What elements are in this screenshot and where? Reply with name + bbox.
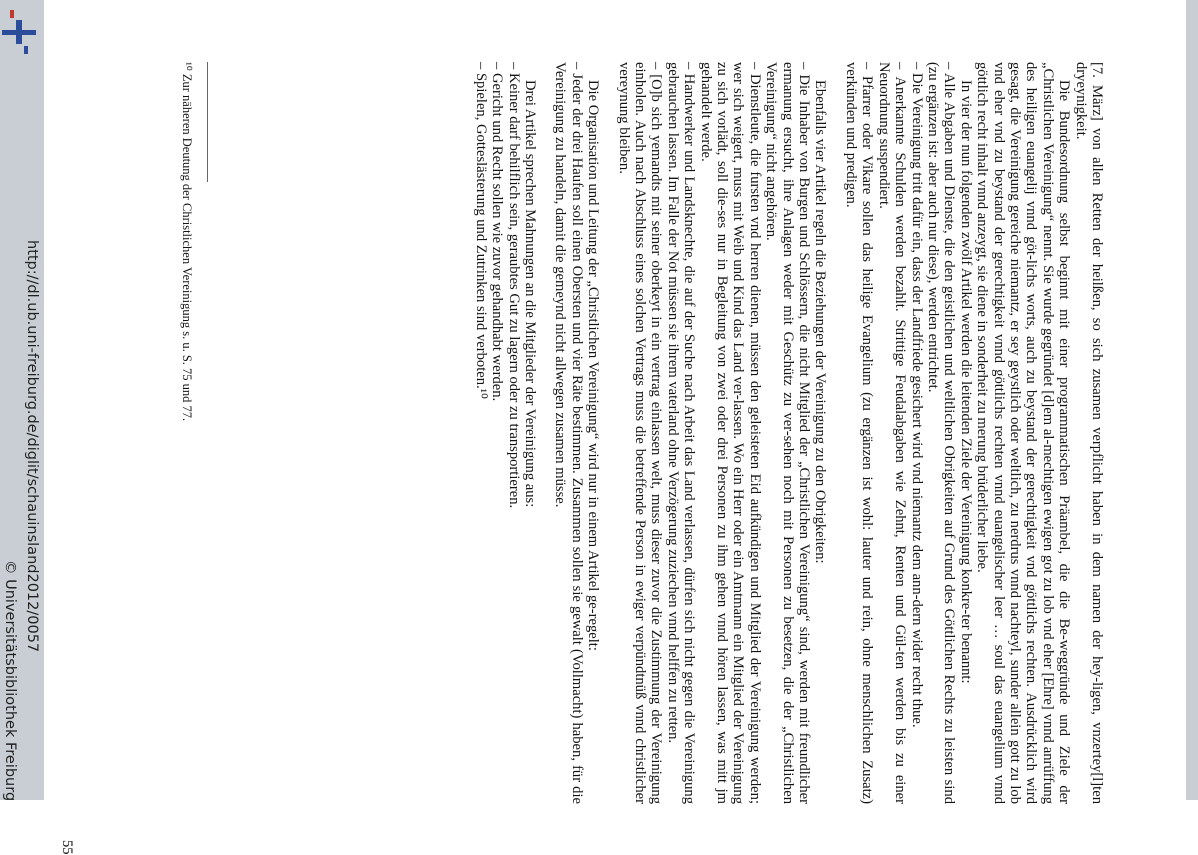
library-logo-icon [2, 10, 36, 54]
list-item: – Jeder der drei Haufen soll einen Obersten und vier Räte bestimmen. Zusammen sollen sie gewalt (Vollmacht) haben, für die Vereinigung zu handeln, damit die gemeynd nicht allwegen zusamen müsse. [552, 62, 585, 804]
list-item: – Handwerker und Landsknechte, die auf der Suche nach Arbeit das Land verlassen, dürfen sich nicht gegen die Vereinigung gebrauchen lassen. Im Falle der Not müssen sie ihrem vaterland ohne Verzögerung zuziechen vnnd helffen zu retten. [664, 62, 698, 804]
list-item: – Dienstleute, die fursten vnd herren dienen, müssen den geleisteten Eid aufkündigen und Mitglied der Vereinigung werden; wer sich weigert, muss mit Weib und Kind das Land ver-lassen. Wo ein Herr oder ein Amtmann ein Mitglied der Vereinigung zu sich vorlädt, soll die-ses nur in Begleitung von zwei oder drei Personen zu ihm gehen vnnd hören lassen, was mitt jm gehandelt werde. [697, 62, 763, 804]
list-item: – Alle Abgaben und Dienste, die den geistlichen und weltlichen Obrigkeiten auf Grund des Göttlichen Rechts zu leisten sind (zu ergänzen ist: aber auch nur diese), werden entrichtet. [924, 62, 958, 804]
paragraph: In vier der nun folgenden zwölf Artikel werden die leitenden Ziele der Vereinigung konkre-ter benannt: [957, 80, 974, 684]
footnote-divider [207, 62, 208, 182]
list-item: – Gericht und Recht sollen wie zuvor gehandhabt werden. [489, 62, 506, 402]
list-item: – Anerkannte Schulden werden bezahlt. Strittige Feudalabgaben wie Zehnt, Renten und Gül-ten werden bis zu einer Neuordnung suspendiert. [875, 62, 909, 804]
paragraph: Ebenfalls vier Artikel regeln die Beziehungen der Vereinigung zu den Obrigkeiten: [812, 80, 829, 564]
list-item: – Die Vereinigung tritt dafür ein, dass der Landfriede gesichert wird vnd niemantz dem ann-dern wider recht thue. [908, 62, 925, 728]
paragraph: Drei Artikel sprechen Mahnungen an die Mitglieder der Vereinigung aus: [522, 80, 538, 508]
list-item: – Die Inhaber von Burgen und Schlössern, die nicht Mitglied der „Christlichen Vereinigung“ sind, werden mit freundlicher ermanung ersucht, ihre Anlagen weder mit Geschütz zu ver-sehen noch mit Personen zu besetzen, die der „Christlichen Vereinigung“ nicht angehören. [763, 62, 813, 804]
page-body [472, 62, 1105, 804]
page-number: 55 [59, 840, 75, 855]
paragraph: [7. März] von allen Retten der heilßen, so sich zusamen verpflicht haben in dem namen der hey-ligen, vnzertey[l]ten dryeynigkeit. [1072, 62, 1105, 804]
footnote: ¹⁰ Zur näheren Deutung der Christlichen Vereinigung s. u. S. 75 und 77. [180, 62, 194, 422]
list-item: – Spielen, Gotteslästerung und Zutrinken sind verboten.¹⁰ [472, 62, 489, 399]
paragraph: Die Bundesordnung selbst beginnt mit einer programmatischen Präambel, die die Be-weggründe und Ziele der „Christlichen Vereinigung“ nennt. Sie wurde gegründet [d]em al-mechtigen ewigen got zu lob vnd eher [Ehre] vnnd anrüffung des heiligen euangelij vnnd göt-lichs worts, auch zu beystand der gerechtigkeit vnd göttlichs rechten. Ausdrücklich wird gesagt, die Vereinigung gereiche niemantz, er sey geystlich oder weltlich, zu nerdrus vnnd nachteyl, sunder allein gott zu lob vnd eher vnd zu beystand der gerechtigkeit vnnd göttlichs rechten vnnd euangelischer leer … soul das euangelium vnnd göttlich recht inhalt vnnd anzeygt, sie diene in sonderheit zu merung brüderlicher liebe. [974, 62, 1073, 804]
list-item: – [O]b sich yemandts mit seiner oberkeyt in ein vertrag einlassen welt, muss dieser zuvor die Zustimmung der Vereinigung einholen. Auch nach Abschluss eines solchen Vertrags muss die betreffende Person in ewiger verpündtnüß vnnd christlicher vereynung bleiben. [615, 62, 665, 804]
viewer-right-margin [1186, 0, 1198, 800]
copyright-notice: © Universitätsbibliothek Freiburg [2, 560, 18, 802]
page-url[interactable]: http://dl.ub.uni-freiburg.de/diglit/schauinsland2012/0057 [24, 240, 40, 653]
list-item: – Pfarrer oder Vikare sollen das heilige Evangelium (zu ergänzen ist wohl: lauter und rein, ohne menschlichen Zusatz) verkünden und predigen. [842, 62, 876, 804]
paragraph: Die Organisation und Leitung der „Christlichen Vereinigung“ wird nur in einem Artikel ge-regelt: [585, 80, 602, 651]
list-item: – Keiner darf behilflich sein, geraubtes Gut zu lagern oder zu transportieren. [505, 62, 522, 509]
scanned-page [2, 0, 1180, 855]
